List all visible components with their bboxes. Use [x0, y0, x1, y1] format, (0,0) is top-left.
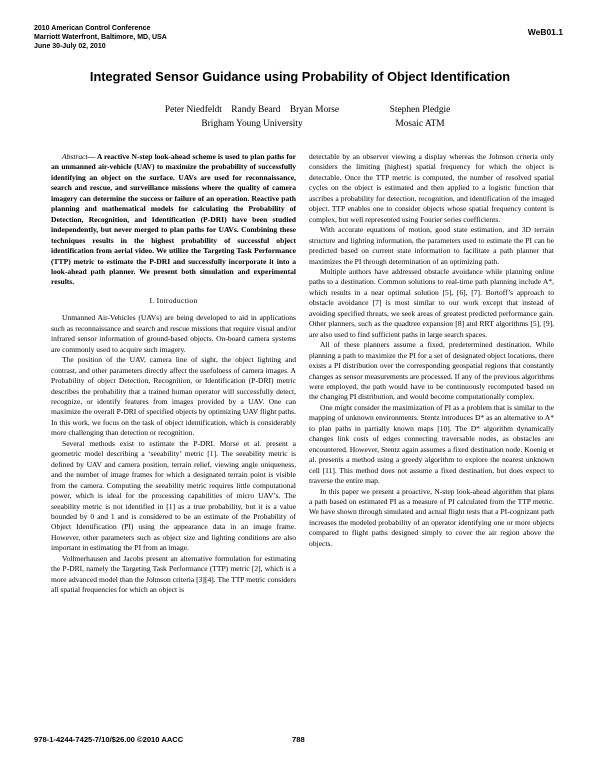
left-paragraph: Vollmerhausen and Jacobs present an alternative formulation for estimating the P-DRI, namely the Targeting Task Performance (TTP) metric [2], which is a more advanced model than the Johnson criteria [3][4]. The TTP metric considers all spatial frequencies for which an object is [51, 553, 296, 595]
left-paragraph: The position of the UAV, camera line of sight, the object lighting and contrast, and other parameters directly affect the usefulness of camera images. A Probability of object Detection, Recognition, or Identification (P-DRI) metric describes the probability that a trained human operator will successfully detect, recognize, or identify features from images provided by a UAV. One can maximize the overall P-DRI of specified objects by optimizing UAV flight paths. In this work, we focus on the task of object identification, which is considerably more challenging than detection or recognition. [51, 355, 296, 438]
conference-venue: Marriott Waterfront, Baltimore, MD, USA [34, 34, 167, 41]
affiliation-right: Mosaic ATM [395, 119, 445, 129]
author-names-left: Peter Niedfeldt Randy Beard Bryan Morse [164, 105, 340, 115]
conference-name: 2010 American Control Conference [34, 25, 151, 32]
paper-code: WeB01.1 [527, 27, 563, 37]
conference-dates: June 30-July 02, 2010 [34, 43, 106, 50]
right-column [309, 152, 554, 549]
footer-isbn: 978-1-4244-7425-7/10/$26.00 ©2010 AACC [34, 735, 184, 744]
abstract-text: — A reactive N-step look-ahead scheme is used to plan paths for an unmanned air-vehicle (UAV) to maximize the probability of successfully identifying an object on the surface. UAVs are used for reconnaissance, search and rescue, and surveillance missions where the quality of camera imagery can determine the success or failure of an operation. Reactive path planning and mathematical models for calculating the Probability of Detection, Recognition, and Identification (P-DRI) have been studied independently, but never merged to plan paths for UAVs. Combining these techniques results in the highest probability of successful object identification from aerial video. We utilize the Targeting Task Performance (TTP) metric to estimate the P-DRI and successfully incorporate it into a look-ahead path planner. We present both simulation and experimental results. [51, 152, 296, 287]
authors-mosaic [370, 103, 470, 131]
section-heading: I. Introduction [149, 295, 198, 305]
abstract [51, 152, 296, 288]
affiliation-left: Brigham Young University [201, 119, 303, 129]
right-paragraph: In this paper we present a proactive, N-step look-ahead algorithm that plans a path based on estimated PI as a measure of PI calculated from the TTP metric. We have shown through simulated and actual flight tests that a PI-cognizant path increases the modeled probability of an operator identifying one or more objects compared to flight paths designed simply to cover the air region above the objects. [309, 486, 554, 548]
authors-byu [140, 103, 364, 131]
left-paragraph: Unmanned Air-Vehicles (UAVs) are being developed to aid in applications such as reconnaissance and search and rescue missions that require visual and/or infrared sensor information of ground-based objects. On-board camera systems are commonly used to acquire such imagery. [51, 313, 296, 354]
right-paragraph: detectable by an observer viewing a display whereas the Johnson criteria only considers the limiting (highest) spatial frequency for which the object is detectable. Once the TTP metric is computed, the number of resolved spatial cycles on the object is estimated and then applied to a logistic function that ascribes a probability for detection, recognition, and identification of the imaged object. TTP enables one to consider objects whose spatial frequency content is complex, but well represented using Fourier series coefficients. [309, 152, 554, 224]
left-column [51, 152, 296, 596]
left-paragraph: Several methods exist to estimate the P-DRI. Morse et al. present a geometric model describing a ‘seeability’ metric [1]. The seeability metric is defined by UAV and camera position, terrain relief, viewing angle uniqueness, and the number of image frames for which a designated terrain point is visible from the camera. Computing the seeability metric requires little computational power, which is ideal for the processing capabilities of micro UAV’s. The seeability metric is not identified in [1] as a true probability, but it is a value bounded by 0 and 1 and is considered to be an estimate of the Probability of Object Identification (PI) using the appearance data in an image frame. However, other parameters such as object size and lighting conditions are also important in estimating the PI from an image. [51, 438, 296, 553]
right-paragraph: All of these planners assume a fixed, predetermined destination. While planning a path to maximize the PI for a set of designated object locations, there exists a PI distribution over the corresponding geospatial regions that constantly changes as sensor measurements are processed. If any of the previous algorithms were employed, the path would have to be continuously recomputed based on the changing PI distribution, and would become computationally complex. [309, 340, 554, 402]
right-paragraph: With accurate equations of motion, good state estimation, and 3D terrain structure and lighting information, the parameters used to estimate the PI can be predicted based on current state information to facilitate a path planner that maximizes the PI through determination of an optimizing path. [309, 225, 554, 266]
paper-title: Integrated Sensor Guidance using Probability of Object Identification [89, 69, 511, 84]
author-names-right: Stephen Pledgie [389, 105, 451, 115]
right-paragraph: Multiple authors have addressed obstacle avoidance while planning online paths to a destination. Common solutions to real-time path planning include A*, which results in a near optimal solution [5], [6], [7]. Bortoff’s approach to obstacle avoidance [7] is most similar to our work except that instead of avoiding specified threats, we seek areas of greatest predicted performance gain. Other planners, such as the quadtree expansion [8] and RRT algorithms [5], [9], are also used to find sufficient paths in large search spaces. [309, 266, 554, 339]
conference-header [34, 24, 167, 51]
abstract-label: Abstract [62, 152, 88, 161]
page-number: 788 [292, 735, 305, 744]
right-paragraph: One might consider the maximization of PI as a problem that is similar to the mapping of unknown environments. Stentz introduces D* as an alternative to A* to plan paths in partially known maps [10]. The D* algorithm dynamically changes link costs of edges connecting traversable nodes, as obstacles are encountered. However, Stentz again assumes a fixed destination node. Koenig et al. presents a method using a greedy algorithm to explore the nearest unknown cell [11]. This method does not assume a fixed destination, but does expect to traverse the entire map. [309, 402, 554, 486]
